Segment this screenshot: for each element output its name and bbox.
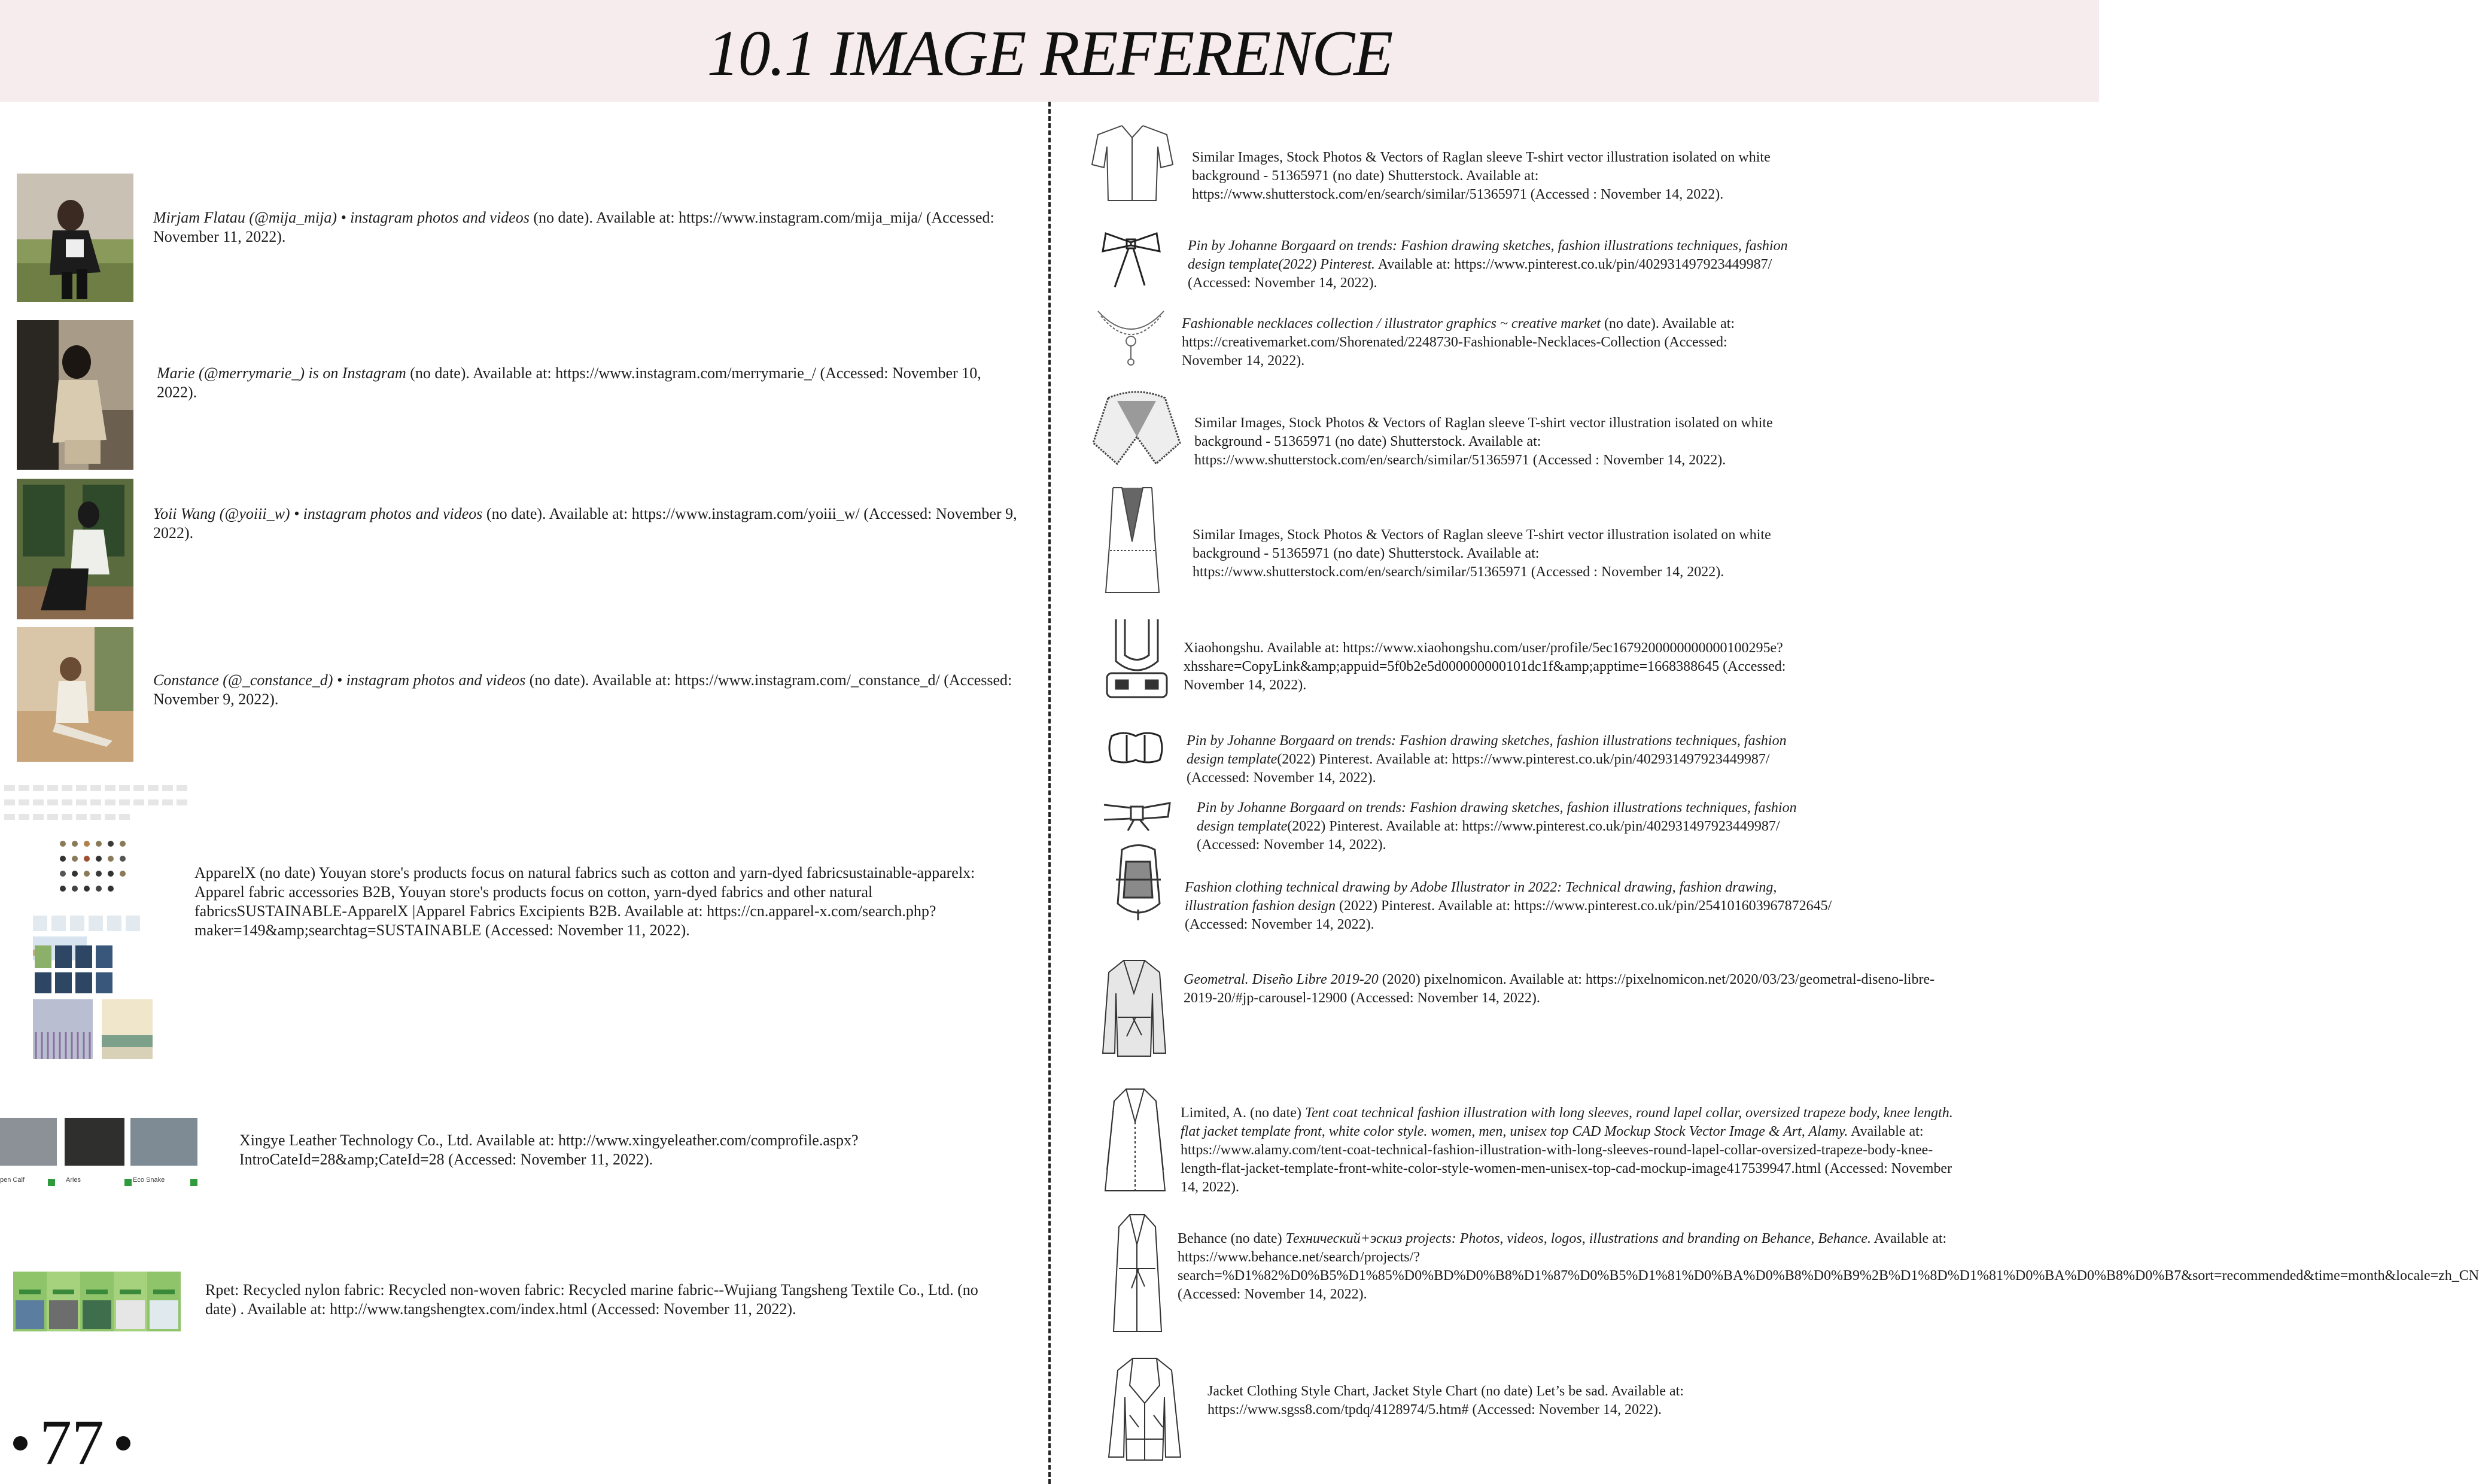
harness-sketch-image [1113,844,1164,922]
reference-text: ApparelX (no date) Youyan store's products focus on natural fabrics such as cotton and yarn-dyed fabricsustainable-apparelx: Apparel fabric accessories B2B, Youyan store's products focus on cotton, yarn-dyed fabrics and other natural fabricsSUSTAINABLE-ApparelX |Apparel Fabrics Excipients B2B. Available at: https://cn.apparel-x.com/search.php?maker=149&amp;searchtag=SUSTAINABLE (Accessed: November 11, 2022). [194,864,975,939]
reference-text: Rpet: Recycled nylon fabric: Recycled non-woven fabric: Recycled marine fabric--Wujiang Tangsheng Textile Co., Ltd. (no date) . Available at: http://www.tangshengtex.com/index.html (Accessed: November 11, 2022). [205,1281,978,1318]
reference-photo-mija-mija [17,174,133,302]
reference-text: Yoii Wang (@yoiii_w) • instagram photos and videos (no date). Available at: https://www.instagram.com/yoiii_w/ (Accessed: November 9, 2022). [153,505,1017,542]
leather-label: pen Calf [0,1176,25,1184]
reference-text: Similar Images, Stock Photos & Vectors of Raglan sleeve T-shirt vector illustration isolated on white background - 51365971 (no date) Shutterstock. Available at: https://www.shutterstock.com/en/search/similar/51365971 (Accessed : November 14, 2022). [1192,150,1771,202]
leather-label: Aries [66,1176,81,1184]
reference-text: Pin by Johanne Borgaard on trends: Fashion drawing sketches, fashion illustrations techniques, fashion design template(2022) Pinterest. Available at: https://www.pinterest.co.uk/pin/402931497923449987/ (Accessed: November 14, 2022). [1187,733,1787,786]
button-swatch-image [57,838,135,898]
reference-text: Pin by Johanne Borgaard on trends: Fashion drawing sketches, fashion illustrations techniques, fashion design template(2022) Pinterest. Available at: https://www.pinterest.co.uk/pin/402931497923449987/ (Accessed: November 14, 2022). [1197,800,1797,853]
reference-text: Marie (@merrymarie_) is on Instagram (no date). Available at: https://www.instagram.com/merrymarie_/ (Accessed: November 10, 2022). [157,364,981,401]
column-divider [1048,102,1051,1484]
reference-text: Similar Images, Stock Photos & Vectors of Raglan sleeve T-shirt vector illustration isolated on white background - 51365971 (no date) Shutterstock. Available at: https://www.shutterstock.com/en/search/similar/51365971 (Accessed : November 14, 2022). [1193,527,1771,580]
reference-text: Behance (no date) Технический+эскиз projects: Photos, videos, logos, illustrations and branding on Behance, Behance. Available at: https://www.behance.net/search/projects/?search=%D1%82%D0%B5%D1%85%D0%BD%D0%B8%D1%87%D0%B5%D1%81%D0%BA%D0%B8%D0%B9%2B%D1%8D%D1%81%D0%BA%D0%B8%D0%B7&sort=recommended&time=month&locale=zh_CN (Accessed: November 14, 2022). [1178,1231,2479,1302]
reference-photo-constance-d [17,627,133,762]
wrap-jacket-sketch-image [1100,957,1169,1059]
reference-text: Jacket Clothing Style Chart, Jacket Style Chart (no date) Let’s be sad. Available at: https://www.sgss8.com/tpdq/4128974/5.htm# (Accessed: November 14, 2022). [1207,1383,1684,1418]
bullet-dot [13,1436,28,1450]
reference-text: Xiaohongshu. Available at: https://www.xiaohongshu.com/user/profile/5ec1679200000000000100295e?xhsshare=CopyLink&amp;appuid=5f0b2e5d000000000101dc1f&amp;apptime=1668388645 (Accessed: November 14, 2022). [1184,640,1786,693]
bow-sketch-image [1100,230,1163,290]
reference-text: Fashionable necklaces collection / illustrator graphics ~ creative market (no date). Available at: https://creativemarket.com/Shorenated/2248730-Fashionable-Necklaces-Collection (Accessed: November 14, 2022). [1182,316,1735,369]
bullet-dot [116,1436,130,1450]
reference-text: Geometral. Diseño Libre 2019-20 (2020) pixelnomicon. Available at: https://pixelnomicon.net/2020/03/23/geometral-diseno-libre-2019-20/#jp-carousel-12900 (Accessed: November 14, 2022). [1184,972,1935,1006]
reference-text: Limited, A. (no date) Tent coat technical fashion illustration with long sleeves, round lapel collar, oversized trapeze body, knee length. flat jacket template front, white color style. women, men, unisex top CAD Mockup Stock Vector Image & Art, Alamy. Available at: https://www.alamy.com/tent-coat-technical-fashion-illustration-with-long-sleeves-round-lapel-collar-oversized-trapeze-body-knee-length-flat-jacket-template-front-white-color-style-women-men-unisex-top-cad-mockup-image417539947.html (Accessed: November 14, 2022). [1181,1105,1953,1195]
leather-label: Eco Snake [133,1176,165,1184]
page-header [0,0,2099,102]
leather-swatches-image [0,1118,200,1190]
fabric-swatch-grid-image [3,784,200,832]
page-number-text: 77 [39,1407,104,1479]
bag-sketch-image [1104,613,1170,703]
draped-top-sketch-image [1101,485,1164,595]
reference-text: Xingye Leather Technology Co., Ltd. Available at: http://www.xingyeleather.com/comprofile.aspx?IntroCateId=28&amp;CateId=28 (Accessed: November 11, 2022). [239,1132,859,1168]
reference-text: Pin by Johanne Borgaard on trends: Fashion drawing sketches, fashion illustrations techniques, fashion design template(2022) Pinterest. Available at: https://www.pinterest.co.uk/pin/402931497923449987/ (Accessed: November 14, 2022). [1188,238,1788,291]
trench-coat-sketch-image [1109,1212,1166,1337]
fabric-sample-collage-image [30,913,156,1065]
belt-cuff-sketch-image [1106,730,1166,766]
sash-knot-sketch-image [1101,796,1173,832]
fur-collar-sketch-image [1090,386,1183,470]
reference-text: Constance (@_constance_d) • instagram photos and videos (no date). Available at: https://www.instagram.com/_constance_d/ (Accessed: November 9, 2022). [153,671,1012,708]
reference-text: Similar Images, Stock Photos & Vectors of Raglan sleeve T-shirt vector illustration isolated on white background - 51365971 (no date) Shutterstock. Available at: https://www.shutterstock.com/en/search/similar/51365971 (Accessed : November 14, 2022). [1194,415,1773,468]
blouse-sketch-image [1089,123,1176,206]
tent-coat-sketch-image [1102,1086,1168,1197]
necklace-sketch-image [1095,305,1167,368]
biker-jacket-sketch-image [1106,1355,1184,1463]
page-title: 10.1 IMAGE REFERENCE [707,18,1392,89]
reference-text: Fashion clothing technical drawing by Adobe Illustrator in 2022: Technical drawing, fashion drawing, illustration fashion design (2022) Pinterest. Available at: https://www.pinterest.co.uk/pin/254101603967872645/ (Accessed: November 14, 2022). [1185,880,1832,932]
reference-photo-yoiii-w [17,479,133,619]
recycled-fabric-cards-image [13,1272,181,1331]
page-number [13,1406,130,1480]
reference-photo-merrymarie [17,320,133,470]
reference-text: Mirjam Flatau (@mija_mija) • instagram photos and videos (no date). Available at: https://www.instagram.com/mija_mija/ (Accessed: November 11, 2022). [153,209,994,245]
